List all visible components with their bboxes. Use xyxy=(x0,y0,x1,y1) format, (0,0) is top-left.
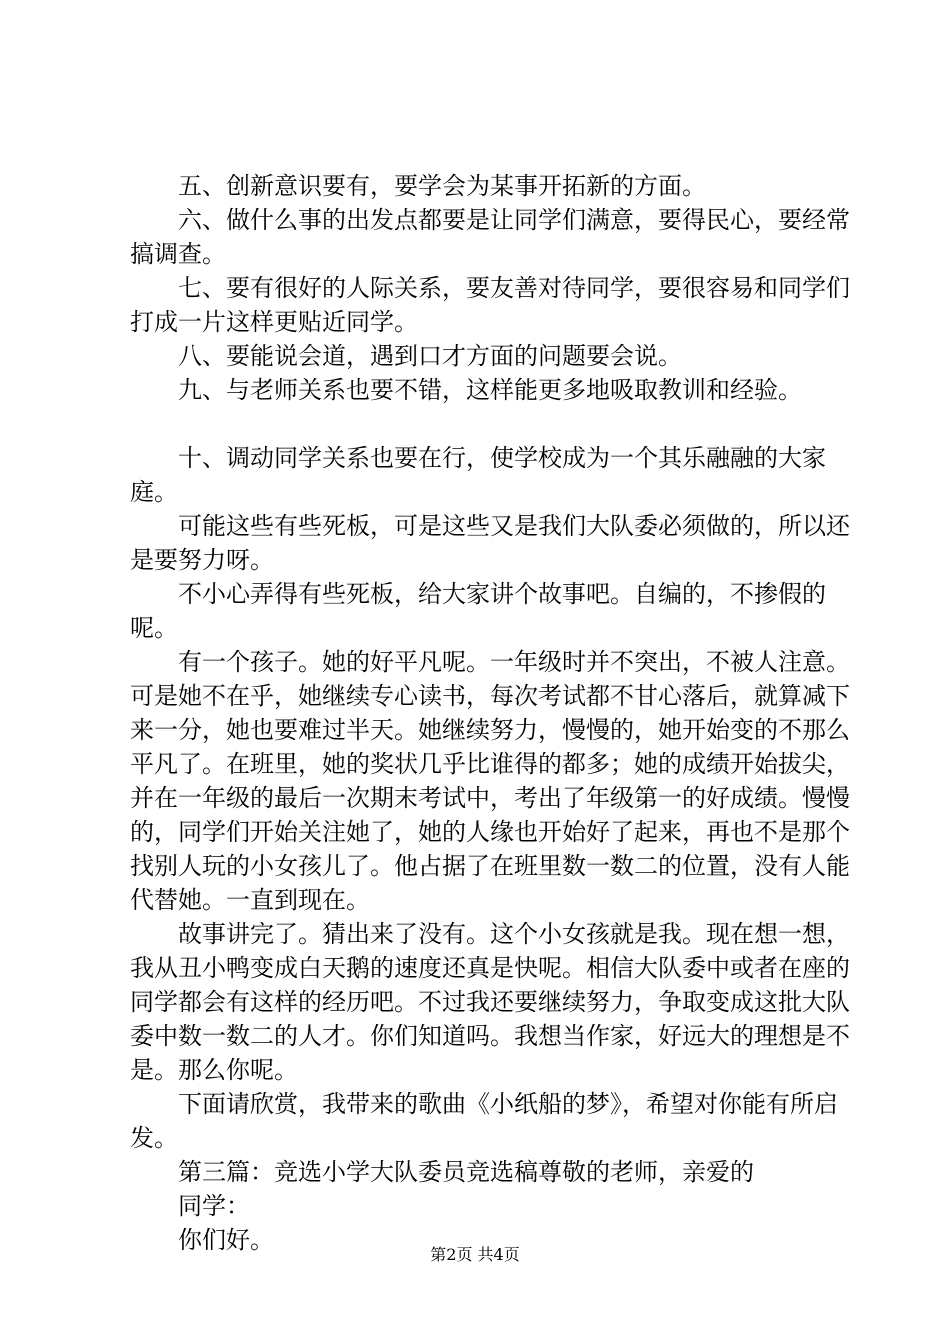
paragraph-item-5: 五、创新意识要有，要学会为某事开拓新的方面。 xyxy=(178,172,706,200)
document-body xyxy=(130,169,850,1257)
paragraph-item-6: 六、做什么事的出发点都要是让同学们满意，要得民心，要经常搞调查。 xyxy=(130,206,850,268)
greeting-line: 你们好。 xyxy=(178,1226,274,1254)
paragraph-item-7: 七、要有很好的人际关系，要友善对待同学，要很容易和同学们打成一片这样更贴近同学。 xyxy=(130,274,850,336)
salutation-line: 同学： xyxy=(178,1192,250,1220)
section-heading-third: 第三篇：竞选小学大队委员竞选稿尊敬的老师，亲爱的 xyxy=(178,1158,754,1186)
paragraph-item-8: 八、要能说会道，遇到口才方面的问题要会说。 xyxy=(178,342,682,370)
paragraph-story-end: 故事讲完了。猜出来了没有。这个小女孩就是我。现在想一想，我从丑小鸭变成白天鹅的速度还真是快呢。相信大队委中或者在座的同学都会有这样的经历吧。不过我还要继续努力，争取变成这批大队委中数一数二的人才。你们知道吗。我想当作家，好远大的理想是不是。那么你呢。 xyxy=(130,920,850,1084)
paragraph-item-10: 十、调动同学关系也要在行，使学校成为一个其乐融融的大家庭。 xyxy=(130,444,826,506)
paragraph-song: 下面请欣赏，我带来的歌曲《小纸船的梦》，希望对你能有所启发。 xyxy=(130,1090,838,1152)
paragraph-story-intro: 不小心弄得有些死板，给大家讲个故事吧。自编的，不掺假的呢。 xyxy=(130,580,826,642)
paragraph-story: 有一个孩子。她的好平凡呢。一年级时并不突出，不被人注意。可是她不在乎，她继续专心读书，每次考试都不甘心落后，就算减下来一分，她也要难过半天。她继续努力，慢慢的，她开始变的不那么平凡了。在班里，她的奖状几乎比谁得的都多；她的成绩开始拔尖，并在一年级的最后一次期末考试中，考出了年级第一的好成绩。慢慢的，同学们开始关注她了，她的人缘也开始好了起来，再也不是那个找别人玩的小女孩儿了。他占据了在班里数一数二的位置，没有人能代替她。一直到现在。 xyxy=(130,648,850,914)
paragraph-item-9: 九、与老师关系也要不错，这样能更多地吸取教训和经验。 xyxy=(178,376,802,404)
page-number: 第2页 共4页 xyxy=(430,1245,520,1264)
paragraph-closing-note: 可能这些有些死板，可是这些又是我们大队委必须做的，所以还是要努力呀。 xyxy=(130,512,850,574)
